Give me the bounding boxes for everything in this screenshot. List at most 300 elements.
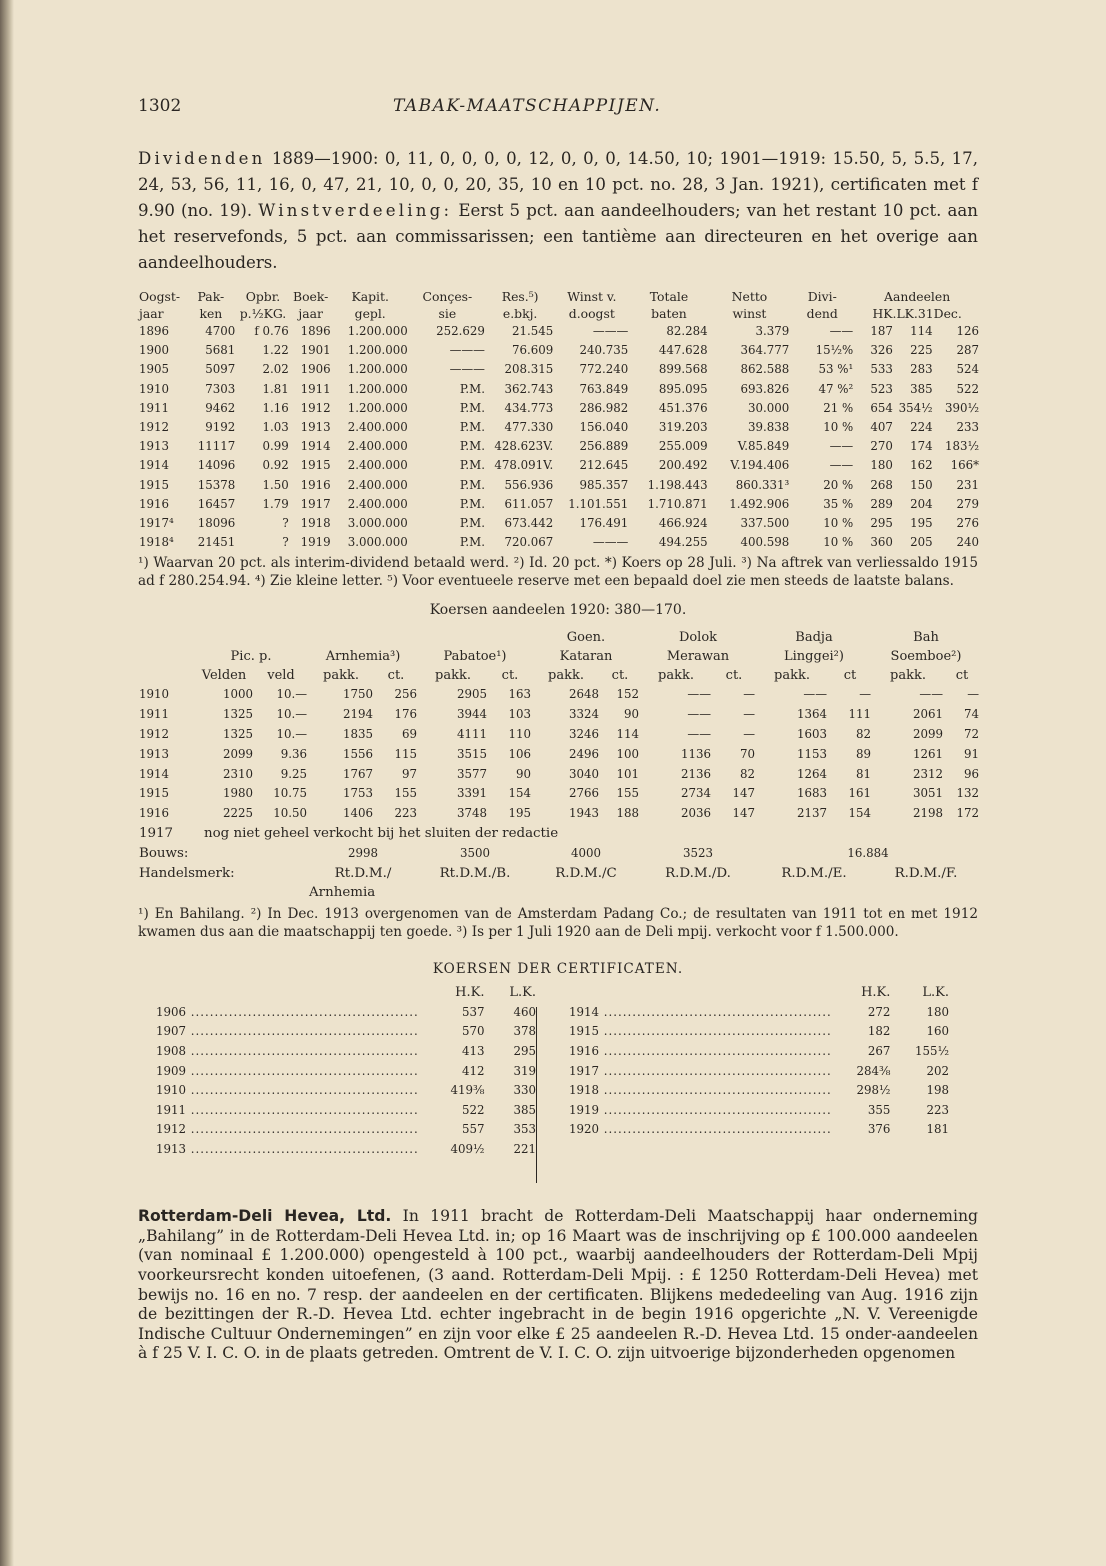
estates-row [138,745,980,765]
results-cell: 447.628 [658,343,708,358]
handelsmerk-value: R.D.M./D. [665,865,731,881]
estates-cell: 3040 [568,766,599,781]
certificate-year-cell [569,1042,832,1062]
certificate-year: 1915 [569,1024,600,1039]
certificate-row [569,1101,949,1121]
results-row [138,418,980,437]
results-cell: 523 [870,381,893,396]
certificate-hk: 182 [867,1024,891,1039]
estates-header: Pic. p. [230,649,272,665]
estates-cell: 72 [963,727,979,742]
results-cell: 1910 [139,381,170,396]
dot-leader: ................................................ [186,1102,419,1117]
results-cell: P.M. [459,496,485,511]
estates-cell: 1364 [796,707,827,722]
estates-row-1917 [138,824,980,844]
results-cell: ——— [449,343,485,358]
results-cell: 276 [956,516,979,531]
estates-cell: 101 [616,766,639,781]
results-cell: 362.743 [504,381,554,396]
estates-cell: 161 [848,786,871,801]
estates-cell: 70 [739,746,755,761]
certificate-lk: 223 [926,1102,949,1117]
results-header: baten [651,306,687,321]
certificate-year: 1908 [156,1043,187,1058]
results-header: Totale [649,289,689,304]
results-cell: 5097 [205,362,236,377]
results-cell: 200.492 [658,458,708,473]
results-cell: 1914 [300,439,331,454]
estates-header: Linggei²) [784,649,844,665]
results-cell: 76.609 [512,343,554,358]
results-cell: 1913 [139,439,170,454]
estates-cell: 2061 [912,707,943,722]
certificate-year-cell [156,1003,419,1023]
certificate-hk: 409½ [450,1141,485,1156]
dot-leader: ................................................ [599,1004,832,1019]
results-header: Kapit. [351,289,389,304]
estates-cell: 1943 [568,806,599,821]
results-table [138,288,980,552]
results-cell: 1900 [139,343,170,358]
estates-cell: —— [803,687,827,702]
dot-leader: ................................................ [186,1004,419,1019]
results-cell: 82.284 [666,324,708,338]
bouws-value: 3500 [459,845,491,860]
estates-cell: 147 [732,806,755,821]
dot-leader: ................................................ [186,1024,419,1039]
estates-cell: 1913 [139,746,170,761]
certificate-year-cell [156,1062,419,1082]
estates-cell: 97 [401,766,417,781]
results-header: Pak- [197,289,225,304]
estates-cell: 1000 [222,687,253,702]
results-cell: 985.357 [579,477,629,492]
results-cell: 1.81 [262,381,289,396]
estates-cell: 176 [394,707,417,722]
results-cell: 407 [870,420,893,435]
estates-cell: 1753 [342,786,373,801]
results-cell: 3.000.000 [347,516,408,531]
results-cell: —— [829,324,854,338]
certificate-lk: 180 [926,1004,949,1019]
estates-cell: 82 [739,766,755,781]
results-cell: 279 [956,496,979,511]
results-cell: 1918 [300,516,331,531]
results-cell: 1.101.551 [568,496,629,511]
results-cell: 1918⁴ [139,535,174,550]
estates-cell: 2136 [680,766,711,781]
estates-cell: 9.25 [280,766,307,781]
estates-cell: 147 [732,786,755,801]
results-cell: P.M. [459,516,485,531]
page-binding-edge [0,0,14,1566]
estates-header [418,628,532,647]
winstverdeeling-label: Winstverdeeling: [258,201,453,220]
estates-header [308,628,418,647]
column-divider [536,1007,557,1183]
results-cell: 21.545 [512,324,554,338]
koersen-line: Koersen aandeelen 1920: 380—170. [429,602,687,619]
certificate-lk: 160 [926,1024,949,1039]
results-cell: 611.057 [504,496,554,511]
certificate-year-cell [156,1140,419,1160]
results-cell: 295 [870,516,893,531]
results-cell: 39.838 [747,420,790,435]
certificates-left-column [156,983,536,1183]
results-cell: 899.568 [658,362,708,377]
results-cell: 1.200.000 [347,381,408,396]
estates-cell: 2905 [456,687,487,702]
results-cell: 10 % [823,516,854,531]
estates-cell: 90 [515,766,531,781]
results-header: dend [806,306,838,321]
results-cell: 225 [910,343,933,358]
certificate-year: 1913 [156,1141,187,1156]
results-cell: 15½% [815,343,854,358]
results-cell: 673.442 [504,516,554,531]
certificate-year: 1914 [569,1004,600,1019]
results-cell: 252.629 [436,324,485,338]
results-header: Netto [731,289,768,304]
dot-leader: ................................................ [599,1083,832,1098]
estates-cell: 2198 [912,806,943,821]
estates-cell: 1325 [222,707,253,722]
results-row [138,533,980,552]
results-cell: 1914 [139,458,170,473]
results-cell: 2.400.000 [347,439,408,454]
results-cell: P.M. [459,535,485,550]
results-cell: 434.773 [504,400,554,415]
results-cell: 18096 [197,516,236,531]
results-cell: 1.710.871 [647,496,708,511]
results-cell: 5681 [205,343,236,358]
certificate-row [156,1101,536,1121]
estates-handelsmerk-row [138,864,980,884]
estates-cell: 1916 [139,806,170,821]
results-cell: 10 % [823,535,854,550]
estates-cell: 3246 [568,727,599,742]
certificate-row [569,1062,949,1082]
results-cell: —— [829,439,854,454]
estates-cell: 82 [855,727,871,742]
estates-header: Kataran [559,649,613,665]
dividend-text: 1889—1900: 0, 11, 0, 0, 0, 0, 12, 0, 0, 0, 14.50, 10; 1901—1919: 15.50, 5, 5.5, 17, 24, 53, 56, 11, 16, 0, 47, 21, 10, 0, 0, 20, 35, 10 en 10 pct. no. 28, 3 Jan. 1921), certificaten met f 9.90 (no. 19). [138,149,978,220]
estates-cell: 10.— [276,687,307,702]
bouws-value: 4000 [570,845,602,860]
results-cell: 1.22 [262,343,289,358]
estates-cell: 114 [616,727,639,742]
results-cell: 693.826 [740,381,790,396]
results-row [138,360,980,379]
estates-row [138,765,980,785]
certificate-year: 1917 [569,1063,600,1078]
estates-cell: 1914 [139,766,170,781]
estates-cell: 1911 [139,707,170,722]
results-cell: 1912 [139,420,170,435]
estates-cell: 1980 [222,786,253,801]
results-cell: P.M. [459,420,485,435]
certificate-row [156,1042,536,1062]
certificate-hk: 557 [461,1122,485,1137]
results-cell: 319.203 [658,420,708,435]
estates-cell: 154 [848,806,871,821]
estates-cell: 1556 [342,746,373,761]
estates-cell: — [743,687,755,702]
results-cell: 174 [910,439,933,454]
results-cell: 231 [956,477,979,492]
estates-cell: 2312 [912,766,943,781]
certificate-row [156,1120,536,1140]
estates-cell: 1683 [796,786,827,801]
dividend-label: Dividenden [138,149,266,168]
certificate-hk: 267 [867,1043,891,1058]
results-cell: P.M. [459,381,485,396]
lk-header: L.K. [922,985,949,1001]
results-row [138,456,980,475]
estates-header: veld [267,668,295,684]
results-cell: 162 [910,458,933,473]
estates-header [138,666,194,685]
estates-cell: 74 [963,707,979,722]
estates-cell: 163 [508,687,531,702]
estates-cell: 2648 [568,687,599,702]
results-cell: —— [829,458,854,473]
estates-cell: 3515 [456,746,487,761]
results-cell: 1.03 [262,420,289,435]
estates-cell: — [967,687,979,702]
results-cell: V.194.406 [730,458,790,473]
results-cell: 1.198.443 [647,477,708,492]
results-header: Divi- [807,289,837,304]
estates-cell: 152 [616,687,639,702]
results-cell: ——— [592,535,629,550]
results-cell: 255.009 [658,439,708,454]
results-cell: 895.095 [658,381,708,396]
results-header: gepl. [354,306,386,321]
handelsmerk-value: Rt.D.M./ [334,865,392,881]
results-cell: 233 [956,420,979,435]
estates-header-row [138,628,980,647]
estates-header: ct [955,668,969,684]
estates-cell: 2734 [680,786,711,801]
certificate-year-cell [569,1081,832,1101]
estates-cell: 154 [508,786,531,801]
dot-leader: ................................................ [186,1043,419,1058]
certificate-hk: 413 [461,1043,485,1058]
results-header: Oogst- [139,289,181,304]
results-cell: V.85.849 [737,439,790,454]
certificate-hk: 537 [461,1004,485,1019]
estates-cell: 3051 [912,786,943,801]
certificate-lk: 319 [513,1063,536,1078]
certificate-year: 1911 [156,1102,187,1117]
estates-cell: 2099 [912,727,943,742]
estates-cell: 188 [616,806,639,821]
certificate-row [569,1042,949,1062]
bouws-value: 2998 [347,845,379,860]
certificate-year-cell [569,1022,832,1042]
estates-cell: 103 [508,707,531,722]
certificate-year-cell [569,1062,832,1082]
results-cell: 166* [950,458,979,473]
results-cell: 286.982 [579,400,629,415]
results-cell: 0.92 [262,458,289,473]
estates-header: Merawan [666,649,730,665]
certificate-lk: 181 [926,1122,949,1137]
results-cell: 4700 [205,324,236,338]
estates-cell: 1406 [342,806,373,821]
certificate-year: 1916 [569,1043,600,1058]
results-cell: 364.777 [740,343,790,358]
results-header-row-1 [138,288,980,305]
results-cell: ? [282,516,289,531]
estates-header: pakk. [890,668,926,684]
certificate-year-cell [569,1120,832,1140]
certificate-lk: 221 [513,1141,536,1156]
results-cell: 862.588 [740,362,790,377]
results-cell: f 0.76 [254,324,289,338]
running-header [138,92,978,126]
estates-header: ct. [611,668,629,684]
estates-header: Soemboe²) [890,649,962,665]
results-cell: 1906 [300,362,331,377]
estates-header: ct. [387,668,405,684]
estates-cell: 111 [848,707,871,722]
certificate-row [156,1062,536,1082]
results-cell: 1915 [300,458,331,473]
certificate-row [156,1022,536,1042]
certificate-year-cell [569,1003,832,1023]
section-text: In 1911 bracht de Rotterdam-Deli Maatschappij haar onderneming „Bahilang” in de Rotterdam-Deli Hevea Ltd. in; op 16 Maart was de inschrijving op £ 100.000 aandeelen (van nominaal £ 1.200.000) opengesteld à 100 pct., waarbij aandeelhouders der Rotterdam-Deli Mpij voorkeursrecht konden uitoefenen, (3 aand. Rotterdam-Deli Mpij. : £ 1250 Rotterdam-Deli Hevea) met bewijs no. 16 en no. 7 resp. der aandeelen en der certificaten. Blijkens mededeeling van Aug. 1916 zijn de bezittingen der R.-D. Hevea Ltd. echter ingebracht in de begin 1916 opgerichte „N. V. Vereenigde Indische Cultuur Ondernemingen” en zijn voor elke £ 25 aandeelen R.-D. Hevea Ltd. 15 onder-aandeelen à f 25 V. I. C. O. in de plaats getreden. Omtrent de V. I. C. O. zijn uitvoerige bijzonderheden opgenomen [138,1207,978,1363]
results-header: Boek- [292,289,329,304]
estates-header: ct. [725,668,743,684]
estates-cell: 1750 [342,687,373,702]
results-cell: ? [282,535,289,550]
results-header: d.oogst [568,306,615,321]
estates-cell: 106 [508,746,531,761]
estates-cell: 10.— [276,707,307,722]
certificate-year: 1907 [156,1024,187,1039]
estates-header: ct [843,668,857,684]
results-cell: 53 %¹ [818,362,854,377]
certificates-table [156,983,966,1183]
results-cell: P.M. [459,439,485,454]
estates-row [138,725,980,745]
estates-cell: 90 [623,707,639,722]
results-cell: ——— [449,362,485,377]
results-cell: 478.091V. [494,458,554,473]
results-cell: 1.16 [262,400,289,415]
estates-header: pakk. [548,668,584,684]
results-header: winst [732,306,767,321]
results-cell: 176.491 [579,516,629,531]
estates-cell: 2225 [222,806,253,821]
results-cell: 126 [956,324,979,338]
estates-cell: 4111 [456,727,487,742]
estates-cell: —— [919,687,943,702]
results-cell: 283 [910,362,933,377]
dot-leader: ................................................ [599,1043,832,1058]
results-cell: 400.598 [740,535,790,550]
certificate-year-cell [156,1042,419,1062]
results-cell: 494.255 [658,535,708,550]
estates-cell: 1835 [342,727,373,742]
certificate-year-cell [156,1101,419,1121]
results-cell: 860.331³ [735,477,790,492]
estates-cell: 1136 [680,746,711,761]
dividend-paragraph [138,146,978,276]
estates-header: pakk. [658,668,694,684]
estates-header: pakk. [323,668,359,684]
results-cell: 1.200.000 [347,324,408,338]
certificate-hk: 355 [867,1102,891,1117]
certificate-year: 1910 [156,1083,187,1098]
estates-cell: —— [687,687,711,702]
results-row [138,341,980,360]
results-cell: 385 [910,381,933,396]
results-cell: 187 [870,324,893,338]
hk-header: H.K. [455,985,485,1001]
certificates-right-column [569,983,949,1183]
results-cell: 195 [910,516,933,531]
certificate-year: 1918 [569,1083,600,1098]
results-header: jaar [298,306,323,321]
dot-leader: ................................................ [186,1122,419,1137]
page [138,92,978,1364]
results-cell: 7303 [205,381,236,396]
handelsmerk-value: R.D.M./E. [781,865,847,881]
results-cell: 3.379 [755,324,790,338]
certificate-lk: 385 [513,1102,536,1117]
certificate-row [156,1003,536,1023]
results-cell: 428.623V. [494,439,554,454]
results-cell: 240.735 [579,343,629,358]
estates-cell: 1767 [342,766,373,781]
results-cell: 1917⁴ [139,516,174,531]
estates-cell: 115 [394,746,417,761]
certificate-hk: 419⅜ [450,1083,485,1098]
certificate-year-cell [156,1022,419,1042]
estates-cell: 1261 [912,746,943,761]
results-cell: 2.400.000 [347,420,408,435]
results-cell: 2.400.000 [347,458,408,473]
results-header: jaar [139,306,164,321]
results-cell: 47 %² [818,381,854,396]
estates-cell: 172 [956,806,979,821]
estates-cell: 10.50 [273,806,307,821]
results-cell: 35 % [823,496,854,511]
dot-leader: ................................................ [186,1141,419,1156]
estates-header: Dolok [678,630,718,646]
certificate-lk: 378 [513,1024,536,1039]
dot-leader: ................................................ [599,1122,832,1137]
results-cell: 15378 [197,477,236,492]
estates-cell: 155 [616,786,639,801]
hk-header: H.K. [861,985,891,1001]
results-header: Conçes- [422,289,473,304]
estates-cell: 89 [855,746,871,761]
certificate-year: 1920 [569,1122,600,1137]
estates-cell: 195 [508,806,531,821]
certificate-hk: 570 [461,1024,485,1039]
certificate-lk: 202 [926,1063,949,1078]
results-cell: 1896 [139,324,170,338]
results-cell: 1896 [300,324,331,338]
certificate-row [156,1140,536,1160]
estates-cell: 91 [963,746,979,761]
results-cell: 556.936 [504,477,554,492]
